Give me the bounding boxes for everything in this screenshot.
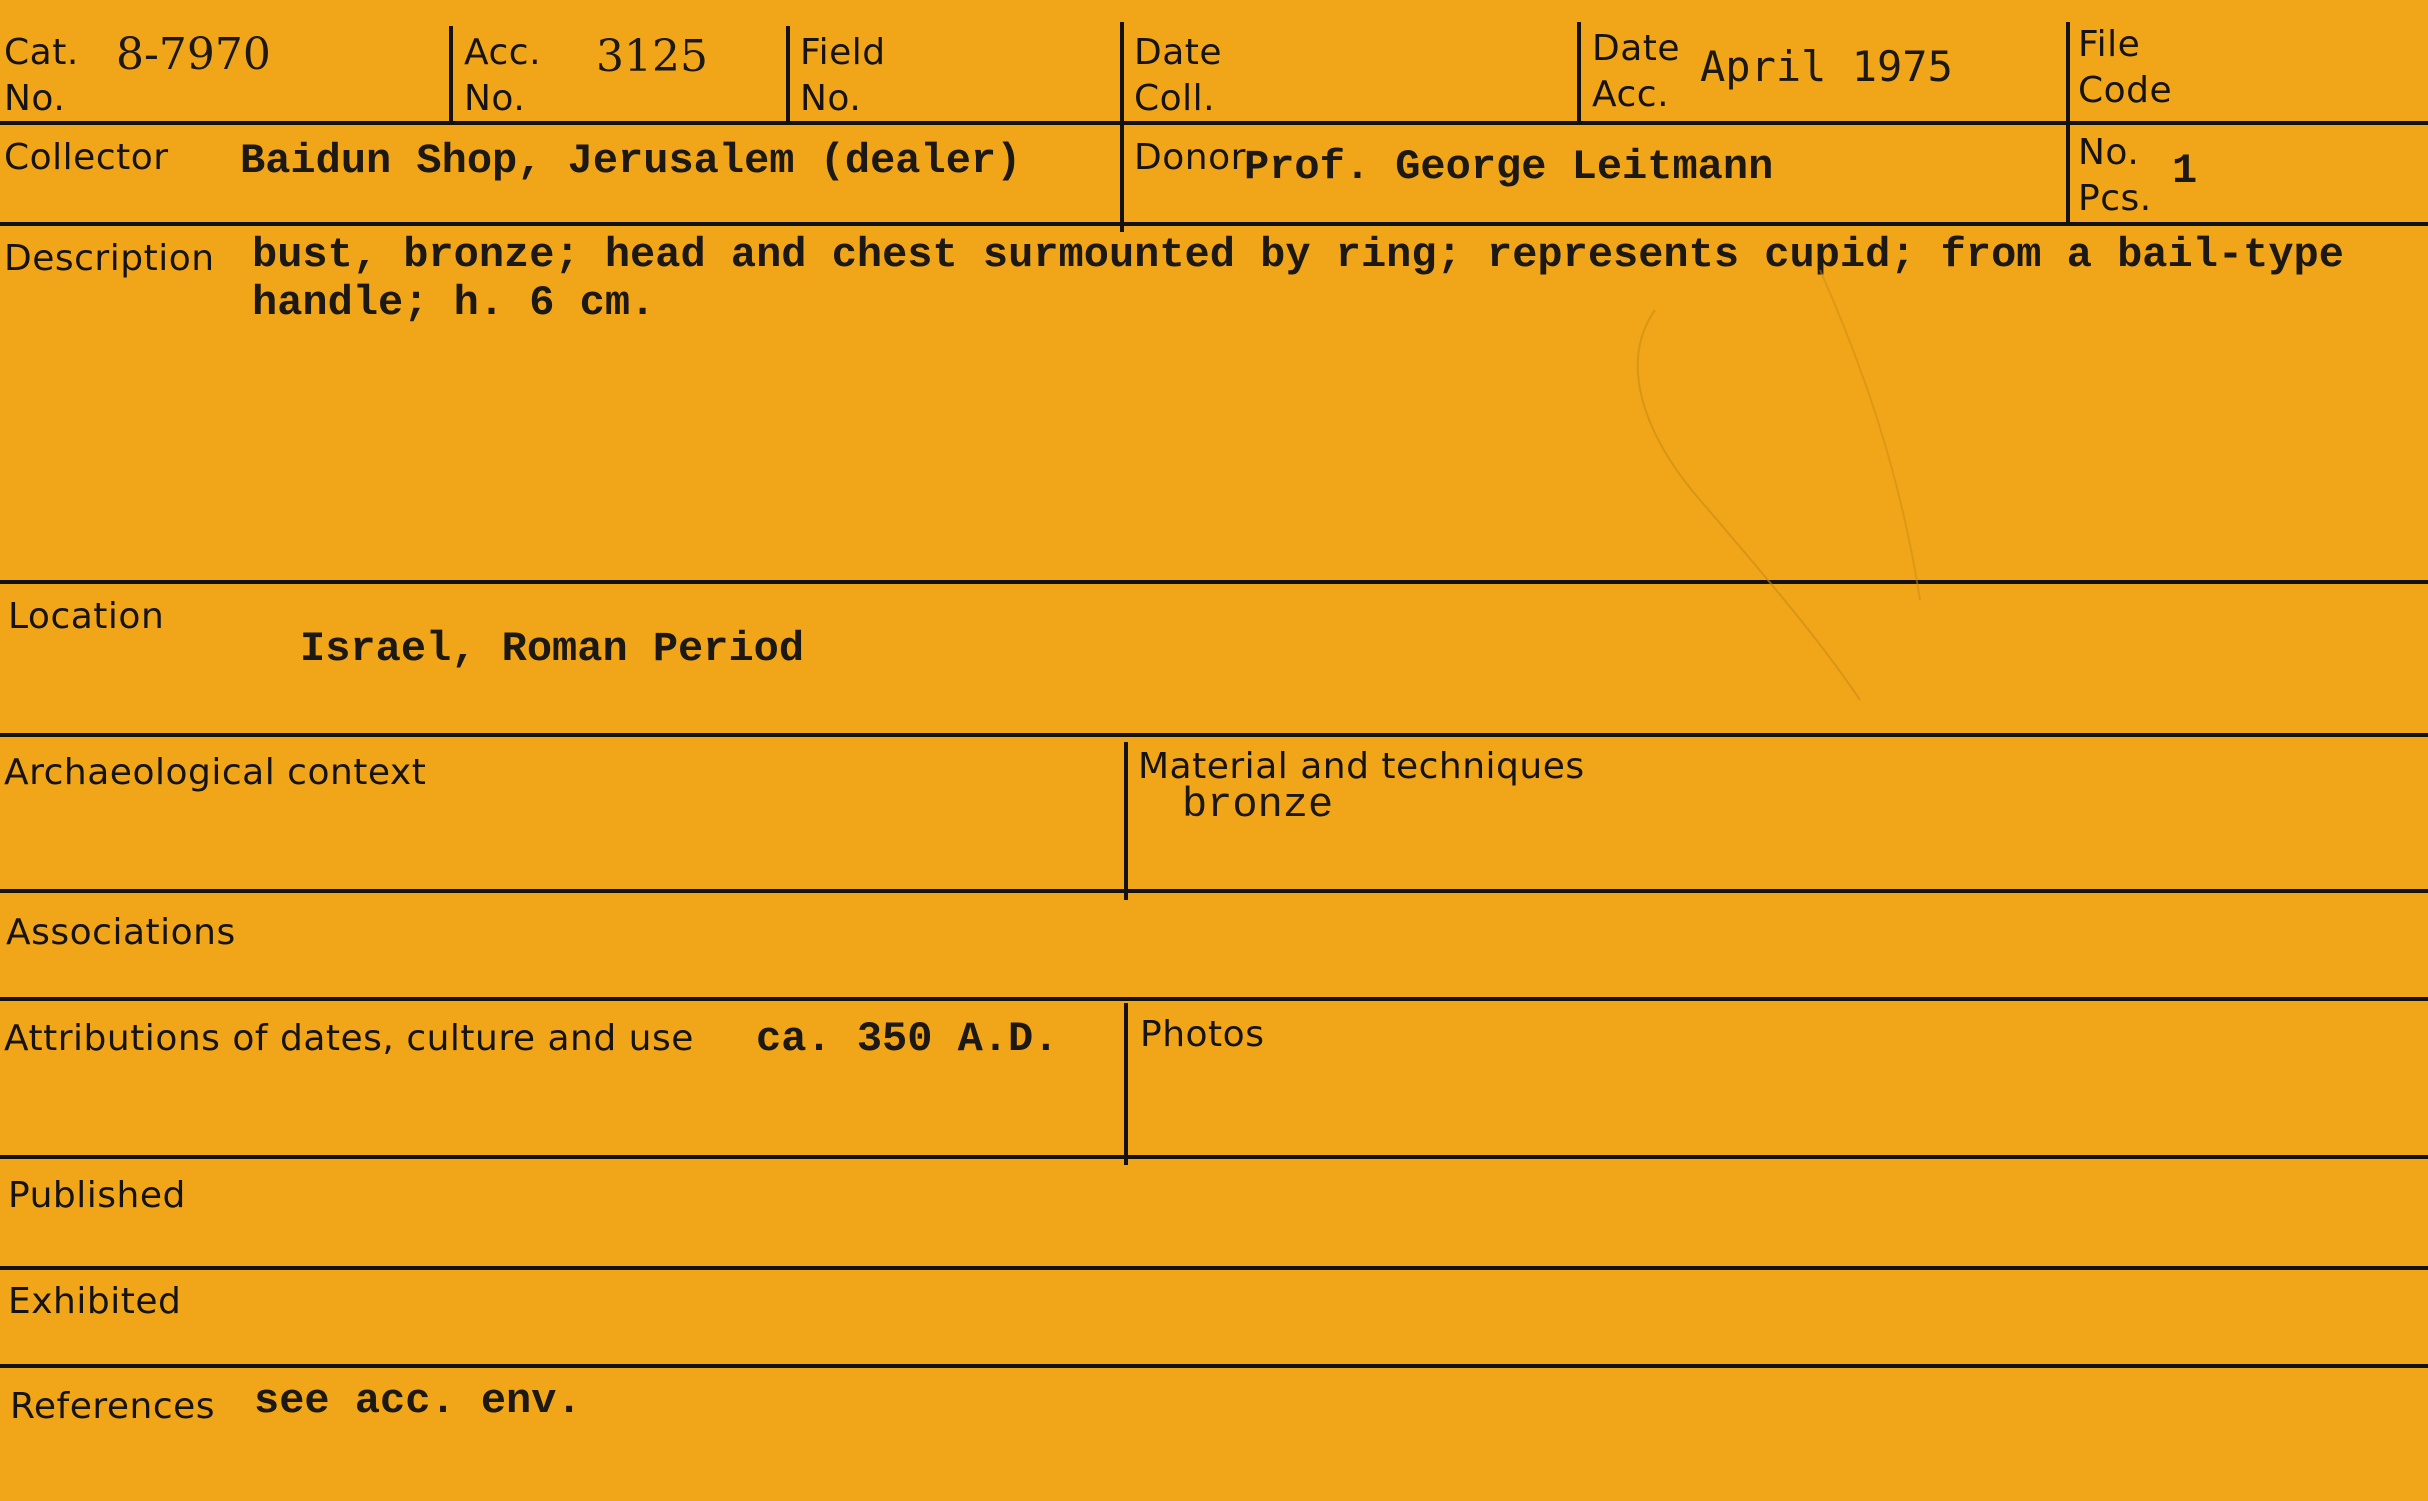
rule-context-row	[0, 889, 2428, 893]
description-line-1: bust, bronze; head and chest surmounted by ring; represents cupid; from a bail-type	[252, 231, 2344, 279]
photos-label: Photos	[1140, 1014, 1265, 1055]
rule-v-field	[1120, 22, 1124, 232]
attributions-value: ca. 350 A.D.	[756, 1015, 1059, 1063]
file-code-label: File Code	[2078, 24, 2173, 111]
field-number-label: Field No.	[800, 32, 886, 119]
rule-description-row	[0, 580, 2428, 584]
collector-value: Baidun Shop, Jerusalem (dealer)	[240, 137, 1022, 185]
attributions-label: Attributions of dates, culture and use	[4, 1018, 694, 1059]
location-label: Location	[8, 596, 165, 637]
rule-v-context	[1124, 742, 1128, 900]
collector-label: Collector	[4, 137, 169, 178]
references-value: see acc. env.	[254, 1377, 582, 1425]
location-value: Israel, Roman Period	[300, 625, 805, 673]
rule-v-attributions	[1124, 1003, 1128, 1165]
rule-location-row	[0, 733, 2428, 737]
rule-attributions-row	[0, 1155, 2428, 1159]
rule-v-date-acc	[2066, 22, 2070, 222]
date-accessioned-value: April 1975	[1700, 42, 1953, 91]
exhibited-label: Exhibited	[8, 1281, 182, 1322]
rule-collector-row	[0, 222, 2428, 226]
published-label: Published	[8, 1175, 186, 1216]
catalog-number-label: Cat. No.	[4, 32, 79, 119]
associations-label: Associations	[6, 912, 236, 953]
accession-number-value: 3125	[596, 31, 708, 82]
rule-v-date-coll	[1577, 22, 1581, 123]
accession-number-label: Acc. No.	[464, 32, 542, 119]
pieces-value: 1	[2172, 147, 2198, 195]
rule-v-acc	[786, 26, 790, 123]
rule-v-cat	[449, 26, 453, 123]
rule-exhibited-row	[0, 1364, 2428, 1368]
pieces-label: No. Pcs.	[2078, 132, 2152, 219]
rule-published-row	[0, 1266, 2428, 1270]
description-label: Description	[4, 238, 215, 279]
donor-label: Donor	[1134, 137, 1246, 178]
material-techniques-label: Material and techniques	[1138, 746, 1585, 787]
archaeological-context-label: Archaeological context	[4, 752, 427, 793]
description-line-2: handle; h. 6 cm.	[252, 279, 656, 327]
donor-value: Prof. George Leitmann	[1244, 143, 1774, 191]
rule-associations-row	[0, 997, 2428, 1001]
date-accessioned-label: Date Acc.	[1592, 28, 1681, 115]
date-collected-label: Date Coll.	[1134, 32, 1223, 119]
references-label: References	[10, 1386, 216, 1427]
catalog-number-value: 8-7970	[116, 29, 271, 80]
material-techniques-value: bronze	[1182, 781, 1334, 829]
